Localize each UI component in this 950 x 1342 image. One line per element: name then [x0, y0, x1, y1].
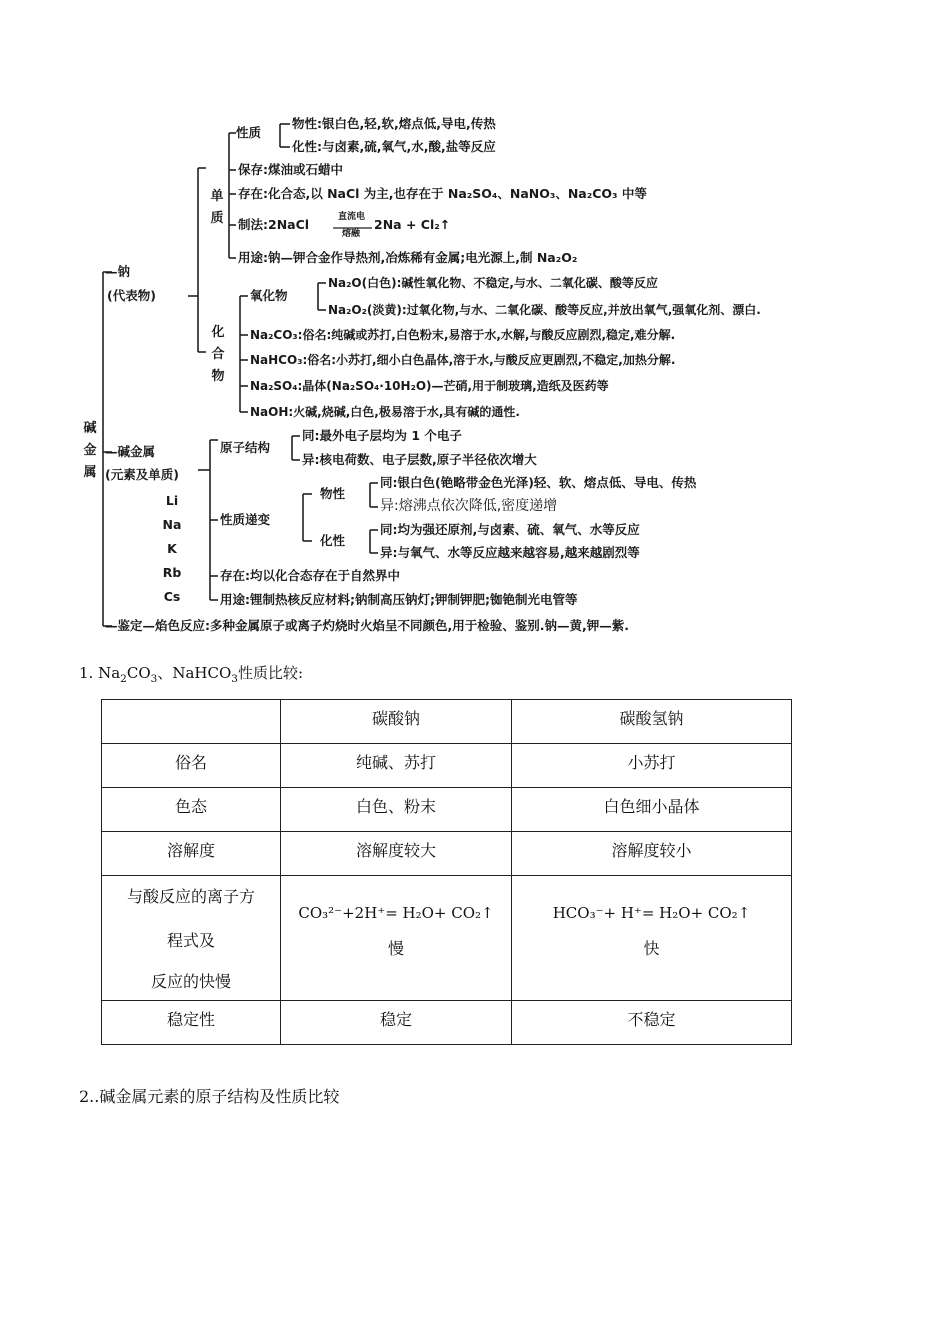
- root-label: 碱金属: [83, 421, 97, 480]
- row-label: 俗名: [102, 744, 281, 788]
- trend-physical-same: 同:银白色(铯略带金色光泽)轻、软、熔点低、导电、传热: [380, 475, 697, 490]
- table-row: [102, 876, 792, 1001]
- trend-label: 性质递变: [220, 512, 271, 527]
- flame-test-text: —鉴定—焰色反应:多种金属原子或离子灼烧时火焰呈不同颜色,用于检验、鉴别.钠—黄,钾—紫.: [105, 618, 629, 633]
- element-label: 单质: [210, 189, 224, 226]
- properties-label: 性质: [236, 125, 262, 140]
- trend-chemical-label: 化性: [320, 533, 346, 548]
- structure-label: 原子结构: [220, 440, 271, 455]
- structure-diff: 异:核电荷数、电子层数,原子半径依次增大: [302, 452, 537, 467]
- sodium-label: —钠: [105, 264, 131, 279]
- na2co3-text: Na₂CO₃:俗名:纯碱或苏打,白色粉末,易溶于水,水解,与酸反应剧烈,稳定,难分解.: [250, 328, 676, 342]
- occurrence-text: 存在:化合态,以 NaCl 为主,也存在于 Na₂SO₄、NaNO₃、Na₂CO₃ 中等: [238, 186, 647, 201]
- table-cell: 小苏打: [512, 744, 792, 788]
- storage-text: 保存:煤油或石蜡中: [238, 162, 343, 177]
- section-1-title: 1. $Na_2CO_3$、NaHCO$_3$性质比较:: [79, 664, 303, 685]
- tree-connector-lines: [0, 0, 950, 640]
- nahco3-text: NaHCO₃:俗名:小苏打,细小白色晶体,溶于水,与酸反应更剧烈,不稳定,加热分解.: [250, 353, 676, 367]
- alkali-uses: 用途:锂制热核反应材料;钠制高压钠灯;钾制钾肥;铷铯制光电管等: [220, 592, 578, 607]
- reaction-formula: CO₃²⁻+2H⁺= H₂O+ CO₂↑: [298, 904, 494, 922]
- table-cell: [281, 876, 512, 1001]
- element-symbol: K: [167, 541, 177, 556]
- table-cell: 纯碱、苏打: [281, 744, 512, 788]
- table-header-cell: [102, 700, 281, 744]
- element-symbol: Rb: [162, 565, 182, 580]
- trend-physical-label: 物性: [320, 486, 346, 501]
- trend-chemical-diff: 异:与氧气、水等反应越来越容易,越来越剧烈等: [380, 545, 640, 560]
- chemical-property: 化性:与卤素,硫,氧气,水,酸,盐等反应: [292, 139, 496, 154]
- compounds-label: 化合物: [211, 325, 225, 384]
- na2o2-text: Na₂O₂(淡黄):过氧化物,与水、二氧化碳、酸等反应,并放出氧气,强氧化剂、漂白.: [328, 303, 761, 317]
- table-row: [102, 788, 792, 832]
- oxides-label: 氧化物: [250, 288, 288, 303]
- table-cell: 稳定: [281, 1001, 512, 1045]
- preparation-product: 2Na + Cl₂↑: [374, 217, 451, 232]
- physical-property: 物性:银白色,轻,软,熔点低,导电,传热: [292, 116, 496, 131]
- element-symbol: Li: [165, 493, 179, 508]
- element-uses-text: 用途:钠—钾合金作导热剂,冶炼稀有金属;电光源上,制 Na₂O₂: [238, 250, 578, 265]
- reaction-formula: HCO₃⁻+ H⁺= H₂O+ CO₂↑: [552, 904, 751, 922]
- element-symbol: Cs: [163, 589, 181, 604]
- trend-chemical-same: 同:均为强还原剂,与卤素、硫、氧气、水等反应: [380, 522, 640, 537]
- element-symbol: Na: [162, 517, 182, 532]
- table-cell: 白色、粉末: [281, 788, 512, 832]
- reaction-speed: 快: [643, 939, 660, 958]
- row-label: 色态: [102, 788, 281, 832]
- naoh-text: NaOH:火碱,烧碱,白色,极易溶于水,具有碱的通性.: [250, 405, 520, 419]
- table-header-cell: 碳酸钠: [281, 700, 512, 744]
- na2o-text: Na₂O(白色):碱性氧化物、不稳定,与水、二氧化碳、酸等反应: [328, 276, 658, 290]
- preparation-text: 制法:2NaCl: [238, 217, 310, 232]
- row-label: 稳定性: [102, 1001, 281, 1045]
- table-header-row: [102, 700, 792, 744]
- section-2-title: 2..碱金属元素的原子结构及性质比较: [79, 1087, 340, 1106]
- table-header-cell: 碳酸氢钠: [512, 700, 792, 744]
- comparison-table: [101, 699, 792, 1045]
- table-row: [102, 744, 792, 788]
- sodium-sublabel: (代表物): [107, 288, 156, 303]
- alkali-label: —碱金属: [105, 444, 156, 459]
- alkali-occurrence: 存在:均以化合态存在于自然界中: [220, 568, 400, 583]
- reaction-speed: 慢: [387, 939, 404, 958]
- row-label: 溶解度: [102, 832, 281, 876]
- table-cell: 溶解度较大: [281, 832, 512, 876]
- alkali-sublabel: (元素及单质): [105, 467, 179, 482]
- table-cell: 白色细小晶体: [512, 788, 792, 832]
- preparation-condition-top: 直流电: [338, 212, 366, 222]
- table-row: [102, 1001, 792, 1045]
- preparation-condition-bottom: 熔融: [342, 229, 361, 239]
- trend-physical-diff: 异:熔沸点依次降低,密度递增: [380, 498, 558, 514]
- na2so4-text: Na₂SO₄:晶体(Na₂SO₄·10H₂O)—芒硝,用于制玻璃,造纸及医药等: [250, 379, 609, 393]
- structure-same: 同:最外电子层均为 1 个电子: [302, 428, 462, 443]
- row-label: 与酸反应的离子方 程式及 反应的快慢: [102, 876, 281, 1001]
- table-cell: 溶解度较小: [512, 832, 792, 876]
- table-row: [102, 832, 792, 876]
- table-cell: 不稳定: [512, 1001, 792, 1045]
- table-cell: [512, 876, 792, 1001]
- knowledge-tree-diagram: [0, 0, 950, 640]
